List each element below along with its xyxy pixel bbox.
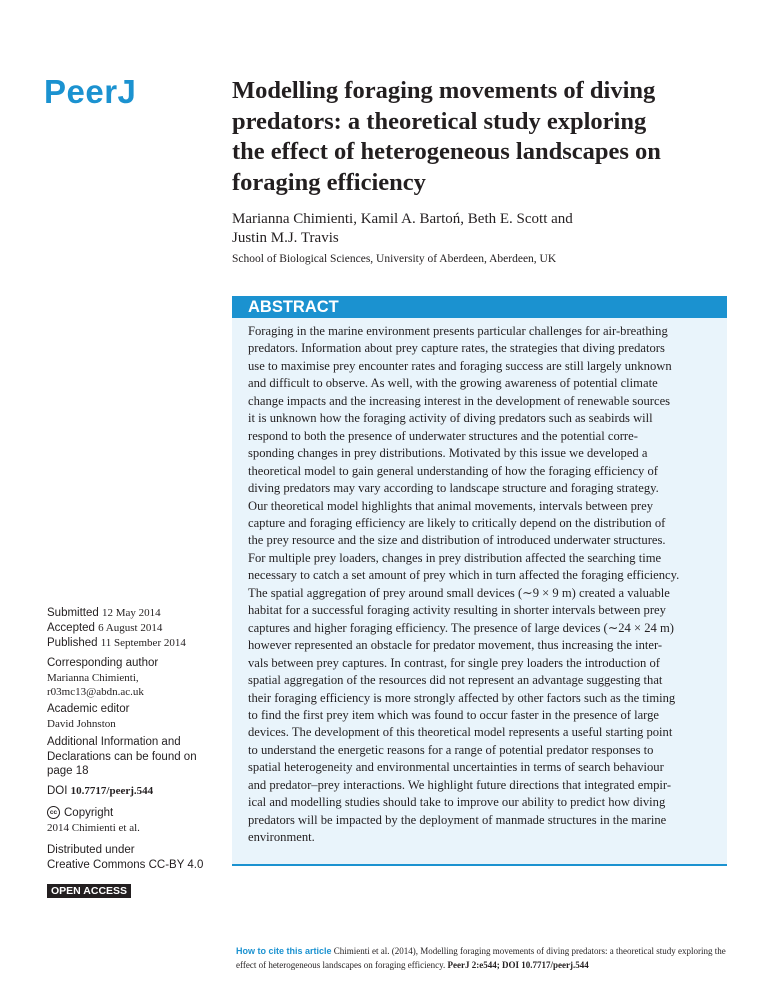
editor-label: Academic editor	[47, 703, 130, 715]
journal-reference[interactable]: PeerJ 2:e544; DOI 10.7717/peerj.544	[447, 959, 589, 970]
cite-label: How to cite this article	[236, 946, 332, 956]
author-line: Justin M.J. Travis	[232, 230, 339, 246]
citation-footer	[236, 945, 726, 972]
publication-dates	[47, 606, 227, 651]
license-line: Distributed under	[47, 844, 135, 856]
copyright-holder: 2014 Chimienti et al.	[47, 821, 140, 834]
copyright-row	[47, 806, 227, 821]
abstract-line: predators. Information about prey capture rates, the strategies that diving predators	[248, 341, 665, 356]
doi-label: DOI	[47, 785, 68, 797]
affiliation: School of Biological Sciences, University of Aberdeen, Aberdeen, UK	[232, 253, 557, 265]
abstract-line: change impacts and the increasing interest in the development of renewable sources	[248, 393, 671, 408]
academic-editor	[47, 702, 227, 731]
author-line: Marianna Chimienti, Kamil A. Bartoń, Beth E. Scott and	[232, 211, 573, 227]
author-list	[232, 210, 573, 248]
license	[47, 843, 227, 872]
peerj-logo: PeerJ	[44, 73, 137, 110]
title-line: predators: a theoretical study exploring	[232, 107, 647, 135]
doi-link[interactable]: 10.7717/peerj.544	[70, 785, 154, 797]
published-row	[47, 636, 227, 651]
abstract-line: diving predators may vary according to landscape structure and foraging strategy.	[248, 481, 659, 496]
corresponding-email[interactable]: r03mc13@abdn.ac.uk	[47, 686, 144, 698]
abstract-line: devices. The development of this theoretical model represents a useful starting point	[248, 725, 673, 740]
title-line: Modelling foraging movements of diving	[232, 77, 656, 104]
open-access-badge: OPEN ACCESS	[47, 884, 131, 898]
abstract-line: Foraging in the marine environment presents particular challenges for air-breathing	[248, 324, 668, 338]
abstract-line: the prey resource and the size and distribution of introduced underwater structures.	[248, 533, 666, 548]
article-title	[232, 76, 732, 198]
abstract-line: to understand the energetic reasons for a range of potential predator responses to	[248, 742, 654, 757]
abstract-line: use to maximise prey encounter rates and foraging success are still largely unknown	[248, 358, 672, 373]
title-line: foraging efficiency	[232, 168, 426, 196]
editor-name: David Johnston	[47, 717, 116, 730]
citation-line	[236, 959, 726, 973]
additional-information[interactable]	[47, 735, 227, 779]
corresponding-name: Marianna Chimienti,	[47, 671, 139, 684]
doi	[47, 784, 227, 799]
copyright	[47, 806, 227, 835]
abstract-line: spatial heterogeneity and environmental uncertainties in terms of search behaviour	[248, 760, 664, 775]
abstract-line: habitat for a successful foraging activity resulting in shorter intervals between prey	[248, 603, 666, 618]
abstract-line: it is unknown how the foraging activity of diving predators such as seabirds will	[248, 411, 653, 426]
abstract-heading: ABSTRACT	[232, 296, 727, 318]
corresponding-author	[47, 656, 227, 700]
abstract-text	[248, 323, 718, 847]
abstract-line: their foraging efficiency is more strongly affected by other factors such as the timing	[248, 690, 676, 705]
cite-text: effect of heterogeneous landscapes on foraging efficiency.	[236, 959, 446, 970]
accepted-label: Accepted	[47, 622, 95, 634]
abstract-line: sponding changes in prey distributions. Motivated by this issue we developed a	[248, 446, 648, 461]
abstract-line: vals between prey captures. In contrast, for single prey loaders the introduction of	[248, 655, 660, 670]
abstract-line: The spatial aggregation of prey around small devices (∼9 × 9 m) created a valuable	[248, 585, 670, 600]
abstract-line: ical and modelling studies should take to improve our ability to predict how diving	[248, 795, 666, 810]
additional-line: page 18	[47, 765, 89, 777]
abstract-line: environment.	[248, 830, 315, 845]
abstract-line: Our theoretical model highlights that animal movements, intervals between prey	[248, 498, 653, 513]
creative-commons-icon: cc	[47, 806, 60, 819]
license-link[interactable]: Creative Commons CC-BY 4.0	[47, 858, 204, 871]
abstract-line: capture and foraging efficiency are likely to critically depend on the distribution of	[248, 515, 666, 530]
copyright-label: Copyright	[64, 807, 114, 819]
submitted-row	[47, 606, 227, 621]
cite-text: Chimienti et al. (2014), Modelling foraging movements of diving predators: a theoretical study exploring the	[333, 946, 726, 956]
corresponding-label: Corresponding author	[47, 657, 159, 669]
abstract-section	[232, 296, 727, 866]
abstract-line: For multiple prey loaders, changes in prey distribution affected the searching time	[248, 550, 662, 565]
abstract-line: necessary to catch a set amount of prey which in turn affected the foraging efficiency.	[248, 568, 680, 583]
abstract-line: captures and higher foraging efficiency. The presence of large devices (∼24 × 24 m)	[248, 620, 674, 635]
accepted-row	[47, 621, 227, 636]
abstract-line: spatial aggregation of the resources did not represent an advantage suggesting that	[248, 673, 663, 688]
abstract-line: theoretical model to gain general understanding of how the foraging efficiency of	[248, 463, 658, 478]
additional-line: Additional Information and	[47, 736, 181, 748]
abstract-line: however represented an obstacle for predator movement, thus increasing the inter-	[248, 638, 663, 653]
submitted-date: 12 May 2014	[101, 607, 161, 619]
published-date: 11 September 2014	[100, 637, 186, 649]
title-line: the effect of heterogeneous landscapes on	[232, 138, 661, 165]
abstract-line: predators will be impacted by the deployment of manmade structures in the marine	[248, 812, 667, 827]
abstract-line: and predator–prey interactions. We highlight future directions that integrated empir-	[248, 777, 672, 792]
citation-line	[236, 945, 726, 959]
abstract-line: and difficult to observe. As well, with the growing awareness of potential climate	[248, 376, 658, 391]
abstract-line: to find the first prey item which was found to occur faster in the presence of large	[248, 707, 660, 722]
submitted-label: Submitted	[47, 607, 99, 619]
published-label: Published	[47, 637, 98, 649]
accepted-date: 6 August 2014	[98, 622, 163, 634]
additional-line: Declarations can be found on	[47, 750, 197, 763]
abstract-line: respond to both the presence of underwater structures and the potential corre-	[248, 428, 638, 443]
